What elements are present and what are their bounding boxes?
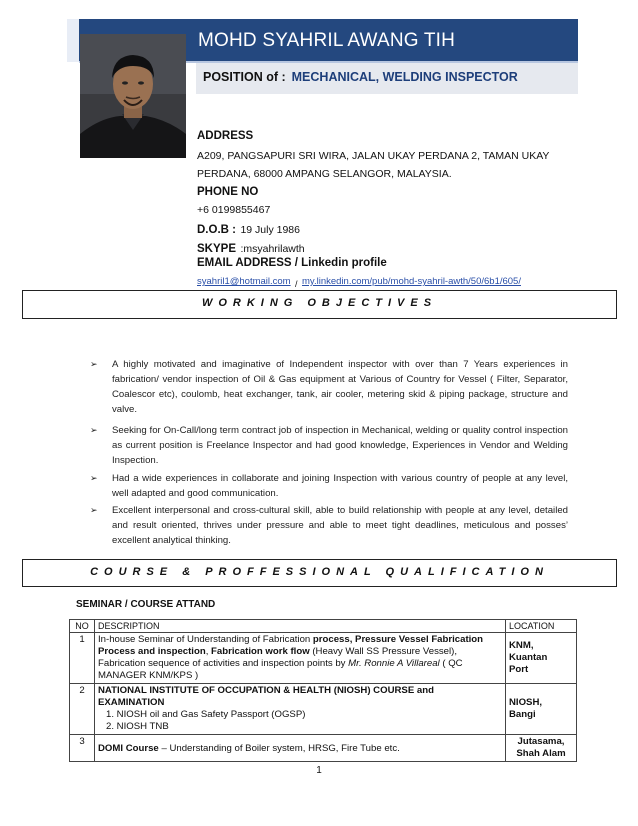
desc-bold: process, Pressure Vessel Fabrication Process and inspection [98, 634, 484, 657]
header-no: NO [70, 620, 95, 633]
phone-value: +6 0199855467 [197, 204, 271, 216]
desc-bold: Fabrication work flow [211, 646, 310, 657]
arrow-bullet-icon: ➢ [90, 473, 98, 483]
location-line: Kuantan [509, 652, 548, 663]
desc-text: ( QC MANAGER KNM/KPS ) [98, 658, 463, 681]
dob-value: 19 July 1986 [240, 224, 300, 236]
position-title [203, 70, 518, 84]
table-row [70, 684, 577, 735]
position-label: POSITION of : [203, 70, 286, 84]
header-location: LOCATION [506, 620, 577, 633]
objective-item [90, 423, 568, 468]
position-value: MECHANICAL, WELDING INSPECTOR [291, 70, 518, 84]
location-line: NIOSH, [509, 697, 543, 708]
qualification-section-bar [22, 559, 617, 587]
row-number: 2 [70, 684, 95, 735]
address-line-2: PERDANA, 68000 AMPANG SELANGOR, MALAYSIA. [197, 168, 452, 180]
row-location [506, 735, 577, 762]
row-number: 1 [70, 633, 95, 684]
desc-item: 2. NIOSH TNB [106, 721, 169, 732]
arrow-bullet-icon: ➢ [90, 425, 98, 435]
row-description [95, 735, 506, 762]
phone-label: PHONE NO [197, 186, 259, 198]
arrow-bullet-icon: ➢ [90, 359, 98, 369]
dob-line [197, 220, 300, 238]
row-location [506, 633, 577, 684]
arrow-bullet-icon: ➢ [90, 505, 98, 515]
row-number: 3 [70, 735, 95, 762]
location-line: Port [509, 664, 529, 675]
desc-text: (Heavy Wall SS Pressure Vessel), Fabrication sequence of activities and inspection points by [98, 646, 457, 669]
table-row [70, 633, 577, 684]
linkedin-link[interactable]: my.linkedin.com/pub/mohd-syahril-awth/50/6b1/605/ [302, 276, 521, 287]
row-location [506, 684, 577, 735]
desc-text: In-house Seminar of Understanding of Fabrication [98, 634, 313, 645]
page-number: 1 [316, 765, 322, 776]
location-line: Shah Alam [516, 748, 566, 759]
desc-text: , [205, 646, 212, 657]
desc-bold: NATIONAL INSTITUTE OF OCCUPATION & HEALTH (NIOSH) COURSE and EXAMINATION [98, 685, 434, 708]
qualification-title: COURSE & PROFFESSIONAL QUALIFICATION [90, 566, 549, 578]
seminar-title: SEMINAR / COURSE ATTAND [76, 599, 216, 610]
skype-line [197, 239, 305, 257]
address-line-1: A209, PANGSAPURI SRI WIRA, JALAN UKAY PERDANA 2, TAMAN UKAY [197, 150, 550, 162]
objective-text: Seeking for On-Call/long term contract job of inspection in Mechanical, welding or quality control inspection as current position is Freelance Inspector and had good knowledge, Experiences in Vendor and Welding Inspection. [112, 425, 568, 466]
address-label: ADDRESS [197, 130, 254, 142]
objective-item [90, 471, 568, 501]
location-line: Bangi [509, 709, 536, 720]
objective-text: A highly motivated and imaginative of Independent inspector with over than 7 Years experiences in fabrication/ vendor inspection of Oil & Gas equipment at Various of Country for Vessel ( Filter, Separator, Coalescor etc), coulomb, heat exchanger, tank, air cooler, metering skid & piping package, structure and valve. [112, 359, 568, 415]
desc-text: – Understanding of Boiler system, HRSG, Fire Tube etc. [158, 742, 400, 754]
profile-photo [80, 34, 186, 158]
objectives-title: WORKING OBJECTIVES [201, 297, 438, 309]
seminar-table [69, 619, 577, 762]
skype-value: :msyahrilawth [240, 243, 305, 255]
desc-item: 1. NIOSH oil and Gas Safety Passport (OGSP) [106, 709, 306, 720]
table-header-row [70, 620, 577, 633]
skype-label: SKYPE [197, 243, 236, 255]
row-description [95, 684, 506, 735]
header-band-accent [67, 19, 79, 62]
person-photo-icon [80, 34, 186, 158]
objective-text: Excellent interpersonal and cross-cultural skill, able to build relationship with people at any level, detailed and result oriented, thrives under pressure and able to meet tight deadlines, meticulous and posses’ excellent analytical thinking. [112, 505, 568, 546]
link-separator: / [295, 279, 298, 289]
contact-links [197, 271, 521, 289]
location-line: Jutasama, [517, 736, 565, 747]
objective-text: Had a wide experiences in collaborate and joining Inspection with various country of people at any level, well adapted and good communication. [112, 473, 568, 499]
desc-italic: Mr. Ronnie A Villareal [348, 658, 440, 669]
email-link[interactable]: syahril1@hotmail.com [197, 276, 291, 287]
objective-item [90, 503, 568, 548]
desc-bold: DOMI Course [98, 742, 159, 754]
header-description: DESCRIPTION [95, 620, 506, 633]
table-row [70, 735, 577, 762]
objective-item [90, 357, 568, 417]
row-description [95, 633, 506, 684]
email-label: EMAIL ADDRESS / Linkedin profile [197, 257, 387, 269]
objectives-section-bar [22, 290, 617, 319]
dob-label: D.O.B : [197, 224, 236, 236]
location-line: KNM, [509, 640, 534, 651]
candidate-name: MOHD SYAHRIL AWANG TIH [198, 30, 456, 51]
